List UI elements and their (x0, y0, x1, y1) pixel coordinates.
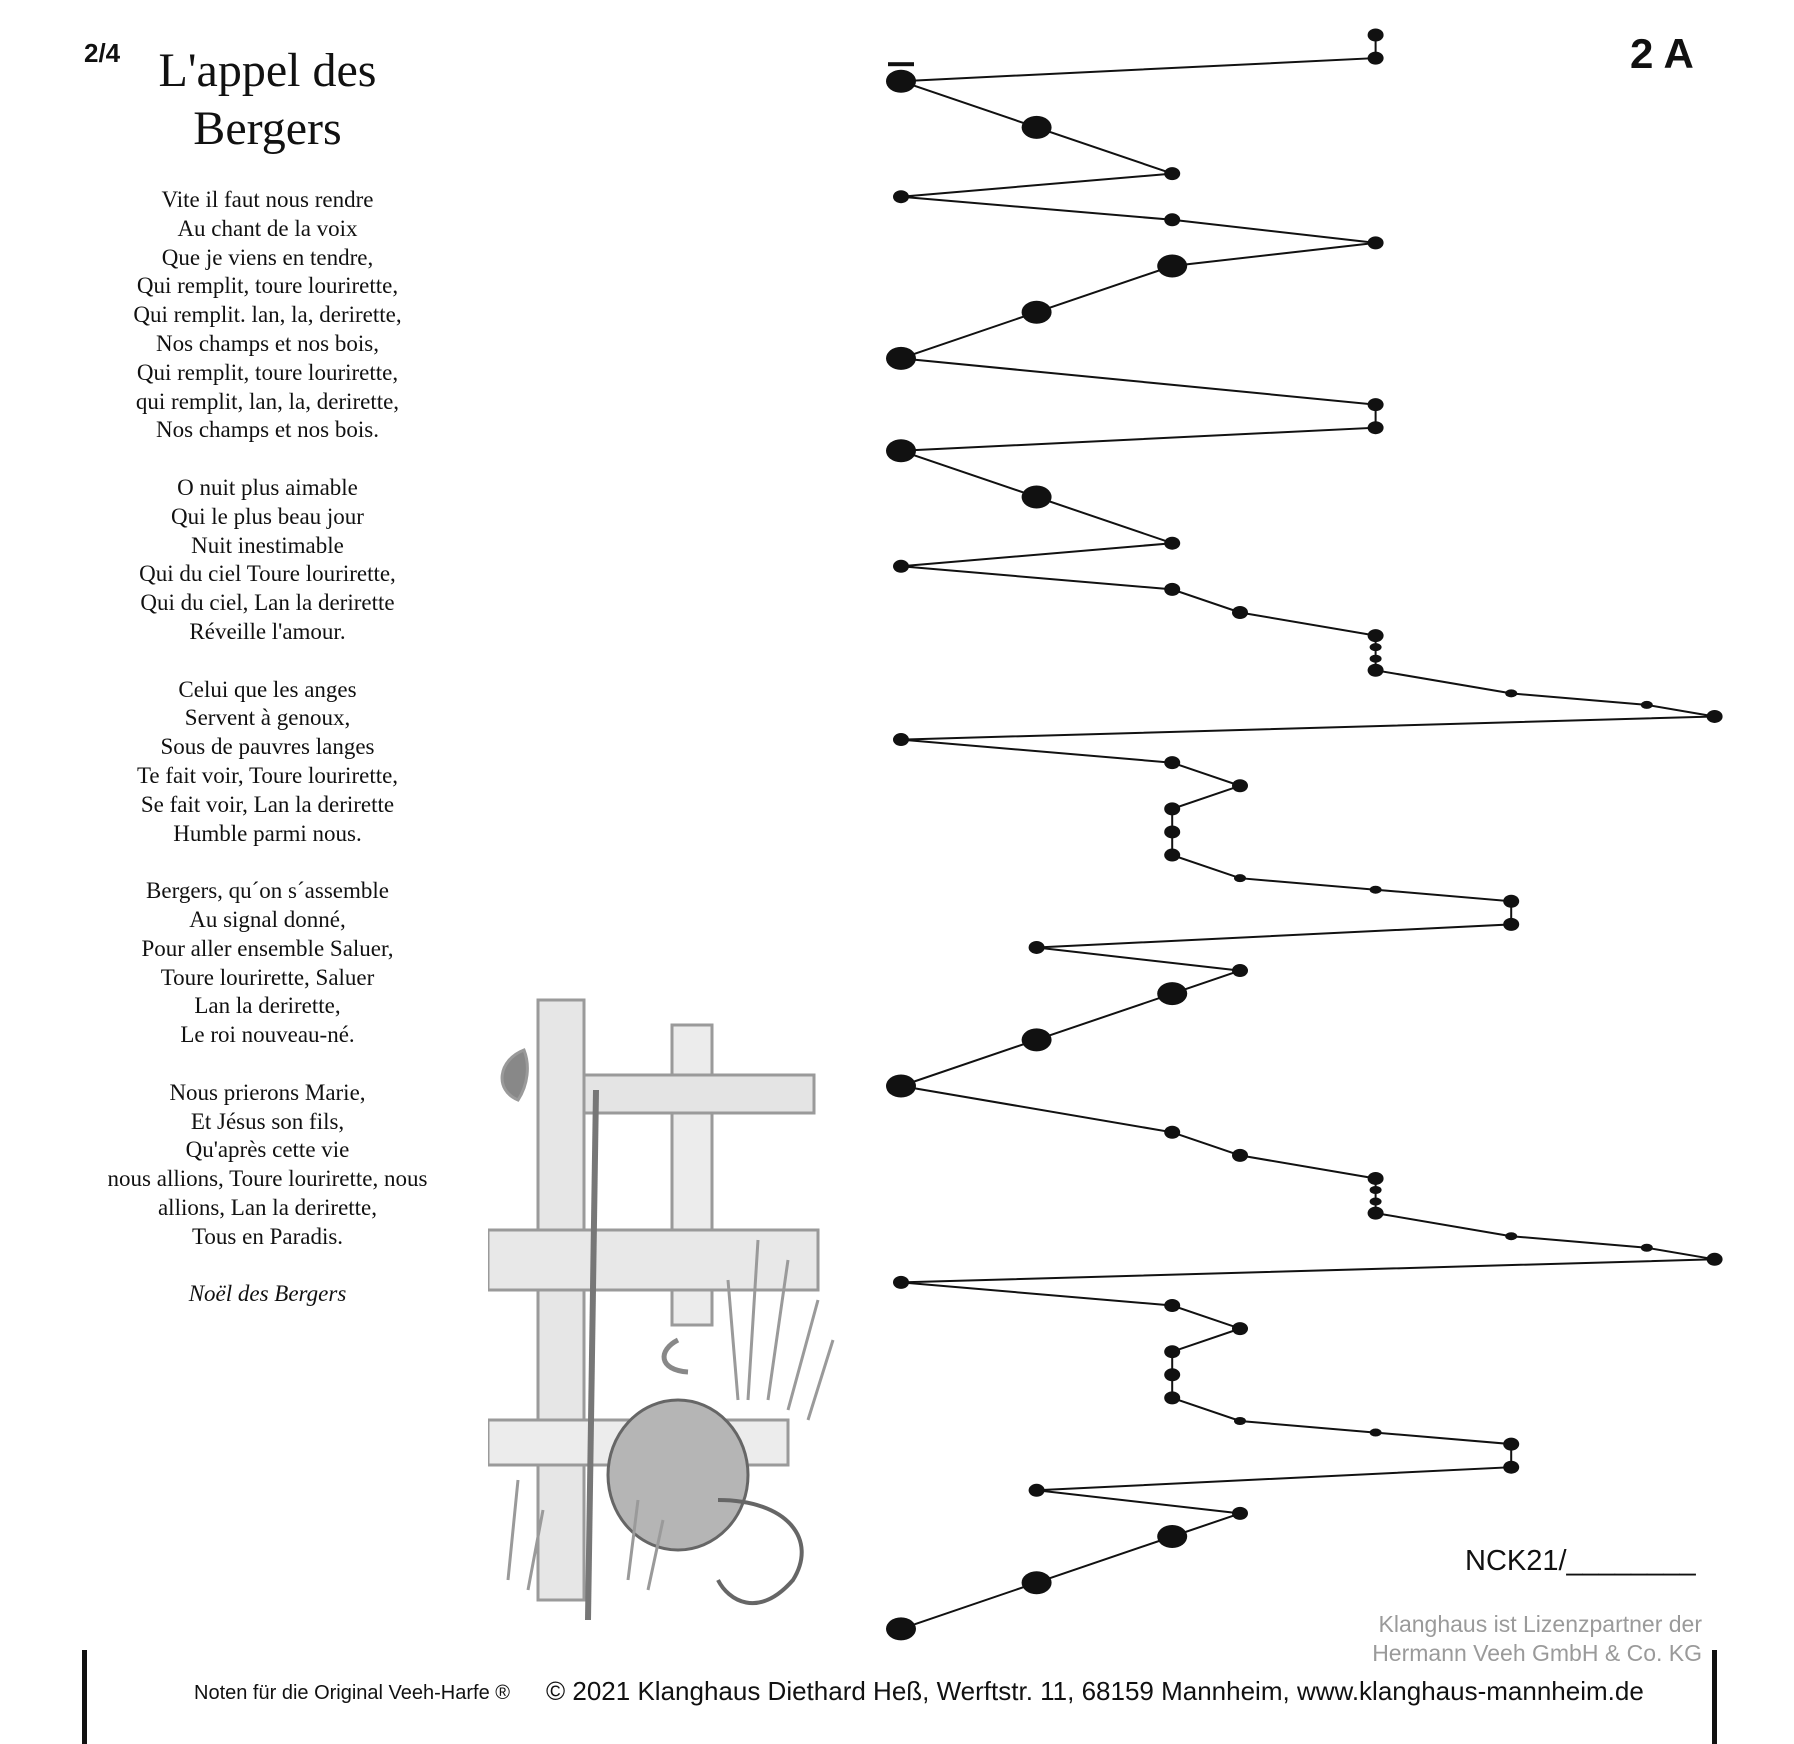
note-63 (1157, 1525, 1187, 1548)
note-18 (1164, 583, 1180, 596)
note-15 (1022, 486, 1052, 509)
lyric-line: O nuit plus aimable (177, 474, 358, 500)
note-53 (1232, 1322, 1248, 1335)
note-39 (1157, 982, 1187, 1005)
note-1 (1368, 29, 1384, 42)
lyric-line: Vite il faut nous rendre (161, 187, 374, 212)
lyric-line: Au chant de la voix (177, 215, 358, 241)
lyric-line: Te fait voir, Toure lourirette, (136, 762, 399, 788)
note-57 (1234, 1417, 1246, 1425)
license-note (1300, 1610, 1702, 1668)
melody-line (901, 35, 1715, 1629)
note-37 (1029, 941, 1045, 954)
note-55 (1164, 1368, 1180, 1381)
lyric-line: Et Jésus son fils, (190, 1108, 345, 1134)
note-38 (1232, 964, 1248, 977)
lyric-line: Qu'après cette vie (185, 1137, 350, 1163)
lyric-line: allions, Lan la derirette, (157, 1194, 378, 1220)
note-26 (1707, 710, 1723, 723)
lyric-line: Au signal donné, (189, 906, 346, 932)
note-47 (1368, 1207, 1384, 1220)
lyric-line: Réveille l'amour. (189, 618, 346, 644)
note-48 (1505, 1232, 1517, 1240)
note-8 (1368, 236, 1384, 249)
note-16 (1164, 537, 1180, 550)
note-29 (1232, 779, 1248, 792)
sheet-id: 2 A (1630, 30, 1694, 77)
note-65 (886, 1617, 916, 1640)
note-36 (1503, 918, 1519, 931)
lyric-line: Toure lourirette, Saluer (160, 964, 375, 990)
note-35 (1503, 895, 1519, 908)
note-9 (1157, 255, 1187, 278)
lyric-line: Sous de pauvres langes (160, 734, 375, 760)
notes (886, 29, 1723, 1641)
note-59 (1503, 1438, 1519, 1451)
note-34 (1370, 886, 1382, 894)
lyric-line: Qui du ciel, Lan la derirette (140, 590, 395, 616)
note-32 (1164, 849, 1180, 862)
lyric-line: qui remplit, lan, la, derirette, (135, 388, 400, 414)
note-33 (1234, 874, 1246, 882)
note-20 (1368, 629, 1384, 642)
note-21 (1370, 643, 1382, 651)
lyric-line: Se fait voir, Lan la derirette (140, 791, 395, 817)
note-4 (1022, 116, 1052, 139)
copyright-notice: © 2021 Klanghaus Diethard Heß, Werftstr. 11, 68159 Mannheim, www.klanghaus-mannheim.de (546, 1676, 1644, 1706)
note-17 (893, 560, 909, 573)
note-44 (1368, 1172, 1384, 1185)
upbeat-bar (888, 62, 914, 66)
note-11 (886, 347, 916, 370)
note-22 (1370, 655, 1382, 663)
note-61 (1029, 1484, 1045, 1497)
order-number: NCK21/________ (1465, 1545, 1696, 1577)
lyric-line: Qui du ciel Toure lourirette, (139, 561, 396, 587)
lyric-line: Qui le plus beau jour (171, 503, 364, 529)
note-49 (1641, 1244, 1653, 1252)
note-45 (1370, 1186, 1382, 1194)
note-31 (1164, 825, 1180, 838)
lyric-line: Nous prierons Marie, (169, 1079, 366, 1105)
time-signature: 2/4 (84, 38, 121, 68)
note-41 (886, 1075, 916, 1098)
note-3 (886, 70, 916, 93)
note-56 (1164, 1391, 1180, 1404)
lyric-line: Le roi nouveau-né. (180, 1022, 355, 1048)
lyric-line: Qui remplit, toure lourirette, (136, 359, 399, 385)
note-7 (1164, 213, 1180, 226)
note-58 (1370, 1429, 1382, 1437)
left-margin-bar (82, 1650, 87, 1744)
note-27 (893, 733, 909, 746)
lyric-line: Nos champs et nos bois. (156, 417, 379, 443)
license-line-1: Klanghaus ist Lizenzpartner der (1378, 1611, 1702, 1637)
note-51 (893, 1276, 909, 1289)
note-23 (1368, 664, 1384, 677)
note-64 (1022, 1571, 1052, 1594)
note-12 (1368, 398, 1384, 411)
note-19 (1232, 606, 1248, 619)
lyric-line: Bergers, qu´on s´assemble (146, 878, 389, 904)
lyric-line: Servent à genoux, (184, 705, 351, 731)
note-40 (1022, 1028, 1052, 1051)
lyric-line: Que je viens en tendre, (161, 244, 374, 270)
note-25 (1641, 701, 1653, 709)
note-5 (1164, 167, 1180, 180)
lyric-line: Nos champs et nos bois, (156, 330, 379, 356)
lyric-line: Celui que les anges (178, 676, 357, 702)
lyric-line: Qui remplit, toure lourirette, (136, 273, 399, 299)
song-title-line-2: Bergers (193, 102, 342, 155)
note-52 (1164, 1299, 1180, 1312)
note-30 (1164, 802, 1180, 815)
note-54 (1164, 1345, 1180, 1358)
note-46 (1370, 1198, 1382, 1206)
note-50 (1707, 1253, 1723, 1266)
note-14 (886, 439, 916, 462)
note-42 (1164, 1126, 1180, 1139)
note-6 (893, 190, 909, 203)
song-attribution: Noël des Bergers (188, 1281, 347, 1307)
license-line-2: Hermann Veeh GmbH & Co. KG (1372, 1640, 1702, 1666)
song-title-line-1: L'appel des (158, 44, 377, 97)
lyric-line: Pour aller ensemble Saluer, (141, 935, 394, 961)
note-60 (1503, 1461, 1519, 1474)
lyric-line: nous allions, Toure lourirette, nous (107, 1166, 428, 1192)
lyric-line: Humble parmi nous. (173, 820, 362, 846)
right-margin-bar (1712, 1650, 1717, 1744)
note-28 (1164, 756, 1180, 769)
note-62 (1232, 1507, 1248, 1520)
lyric-line: Tous en Paradis. (191, 1223, 344, 1249)
melody-path (901, 35, 1715, 1629)
note-10 (1022, 301, 1052, 324)
note-13 (1368, 421, 1384, 434)
note-2 (1368, 52, 1384, 65)
lyric-line: Nuit inestimable (191, 532, 344, 558)
note-43 (1232, 1149, 1248, 1162)
instrument-note: Noten für die Original Veeh-Harfe ® (194, 1682, 511, 1704)
note-24 (1505, 689, 1517, 697)
lyric-line: Qui remplit. lan, la, derirette, (133, 302, 402, 328)
lyric-line: Lan la derirette, (194, 993, 341, 1019)
